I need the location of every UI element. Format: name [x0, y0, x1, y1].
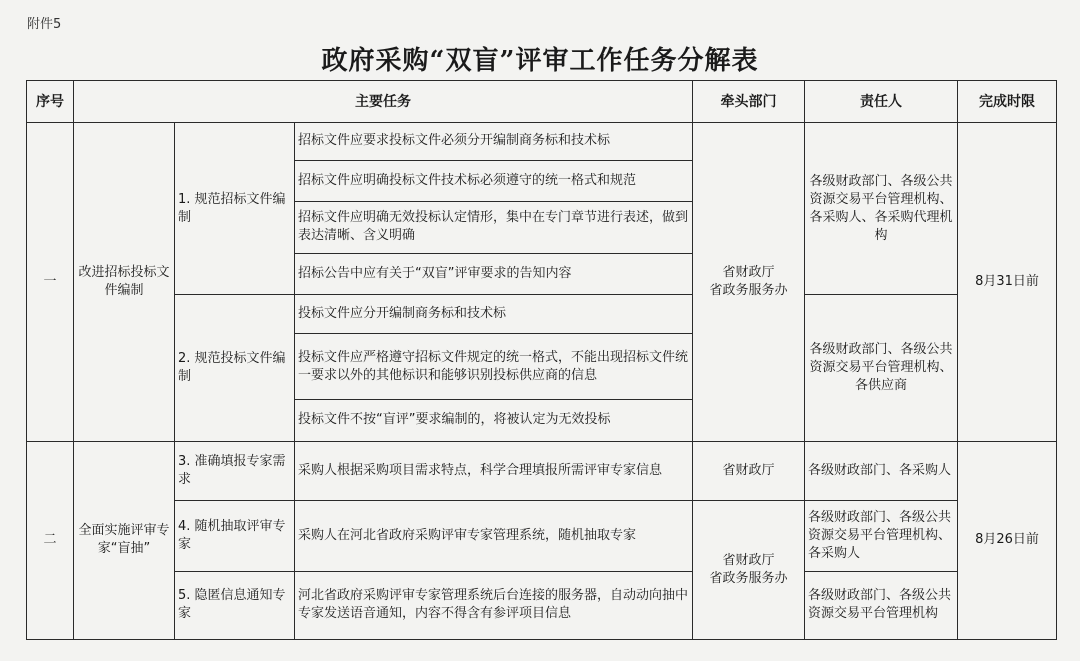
header-deadline: 完成时限: [958, 81, 1057, 123]
sub4-item: 采购人在河北省政府采购评审专家管理系统，随机抽取专家: [295, 501, 693, 571]
group1-seq: 一: [27, 123, 74, 441]
table-row: [27, 441, 1057, 501]
header-seq: 序号: [27, 81, 74, 123]
sub1-item-1: 招标文件应要求投标文件必须分开编制商务标和技术标: [295, 123, 693, 160]
sub4-name: 4. 随机抽取评审专家: [175, 501, 295, 571]
group2-name: 全面实施评审专家“盲抽”: [74, 441, 175, 639]
sub5-name: 5. 隐匿信息通知专家: [175, 571, 295, 639]
sub3-owner: 各级财政部门、各采购人: [805, 441, 958, 501]
table-row: [27, 501, 1057, 571]
sub5-item: 河北省政府采购评审专家管理系统后台连接的服务器，自动动向抽中专家发送语音通知，内容不得含有参评项目信息: [295, 571, 693, 639]
header-lead: 牵头部门: [693, 81, 805, 123]
sub2-item-2: 投标文件应严格遵守招标文件规定的统一格式，不能出现招标文件统一要求以外的其他标识和能够识别投标供应商的信息: [295, 334, 693, 400]
sub2-item-1: 投标文件应分开编制商务标和技术标: [295, 294, 693, 333]
sub2-item-3: 投标文件不按“盲评”要求编制的，将被认定为无效投标: [295, 400, 693, 441]
sub3-name: 3. 准确填报专家需求: [175, 441, 295, 501]
sub3-item: 采购人根据采购项目需求特点，科学合理填报所需评审专家信息: [295, 441, 693, 501]
header-row: [27, 81, 1057, 123]
task-table: [26, 80, 1057, 640]
sub1-item-2: 招标文件应明确投标文件技术标必须遵守的统一格式和规范: [295, 160, 693, 201]
sub1-item-4: 招标公告中应有关于“双盲”评审要求的告知内容: [295, 253, 693, 294]
sub2-name: 2. 规范投标文件编制: [175, 294, 295, 441]
sub1-owner: 各级财政部门、各级公共资源交易平台管理机构、各采购人、各采购代理机构: [805, 123, 958, 295]
sub2-owner: 各级财政部门、各级公共资源交易平台管理机构、各供应商: [805, 294, 958, 441]
group1-name: 改进招标投标文件编制: [74, 123, 175, 441]
page-title: 政府采购“双盲”评审工作任务分解表: [321, 46, 759, 76]
sub4-owner: 各级财政部门、各级公共资源交易平台管理机构、各采购人: [805, 501, 958, 571]
sub1-item-3: 招标文件应明确无效投标认定情形，集中在专门章节进行表述，做到表达清晰、含义明确: [295, 201, 693, 253]
sub5-owner: 各级财政部门、各级公共资源交易平台管理机构: [805, 571, 958, 639]
header-task: 主要任务: [74, 81, 693, 123]
sub3-lead: 省财政厅: [693, 441, 805, 501]
group2-lead: 省财政厅 省政务服务办: [693, 501, 805, 640]
group1-deadline: 8月31日前: [958, 123, 1057, 441]
group2-seq: 二: [27, 441, 74, 639]
table-row: [27, 571, 1057, 639]
table-row: [27, 123, 1057, 160]
sub1-name: 1. 规范招标文件编制: [175, 123, 295, 295]
header-owner: 责任人: [805, 81, 958, 123]
group2-deadline: 8月26日前: [958, 441, 1057, 639]
attachment-label: 附件5: [27, 17, 62, 32]
group1-lead: 省财政厅 省政务服务办: [693, 123, 805, 441]
table-row: [27, 294, 1057, 333]
